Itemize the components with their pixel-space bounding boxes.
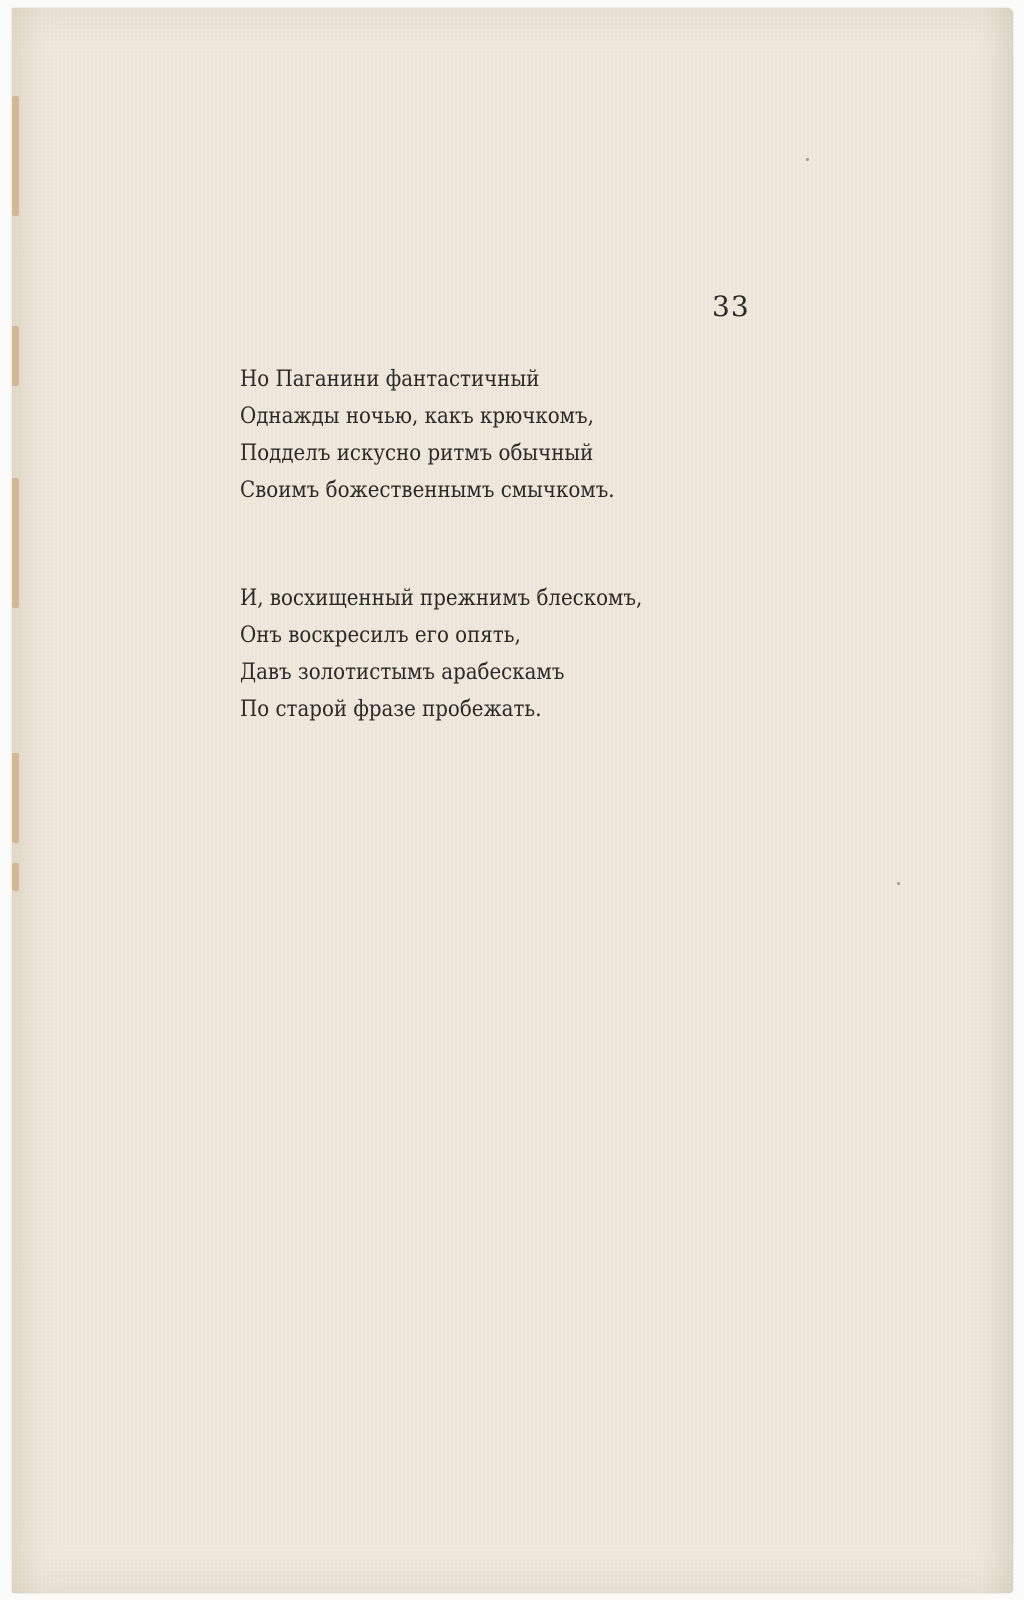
- verse-line: Онъ воскресилъ его опять,: [240, 623, 521, 648]
- book-page: [12, 8, 1013, 1593]
- paper-speck: [897, 882, 900, 885]
- spine-wear-mark: [12, 753, 19, 843]
- verse-line: И, восхищенный прежнимъ блескомъ,: [240, 586, 643, 611]
- verse-line: Однажды ночью, какъ крючкомъ,: [240, 404, 594, 429]
- verse-line: Подделъ искусно ритмъ обычный: [240, 441, 594, 466]
- spine-wear-mark: [12, 863, 19, 891]
- spine-wear-mark: [12, 478, 19, 608]
- verse-line: Давъ золотистымъ арабескамъ: [240, 660, 565, 685]
- verse-line: Но Паганини фантастичный: [240, 367, 540, 392]
- page-number: 33: [712, 290, 750, 323]
- stanza-1: [240, 361, 615, 509]
- paper-speck: [806, 158, 809, 161]
- spine-wear-mark: [12, 96, 19, 216]
- verse-line: По старой фразе пробежать.: [240, 697, 542, 722]
- spine-wear-mark: [12, 326, 19, 386]
- verse-line: Своимъ божественнымъ смычкомъ.: [240, 478, 615, 503]
- stanza-2: [240, 580, 642, 728]
